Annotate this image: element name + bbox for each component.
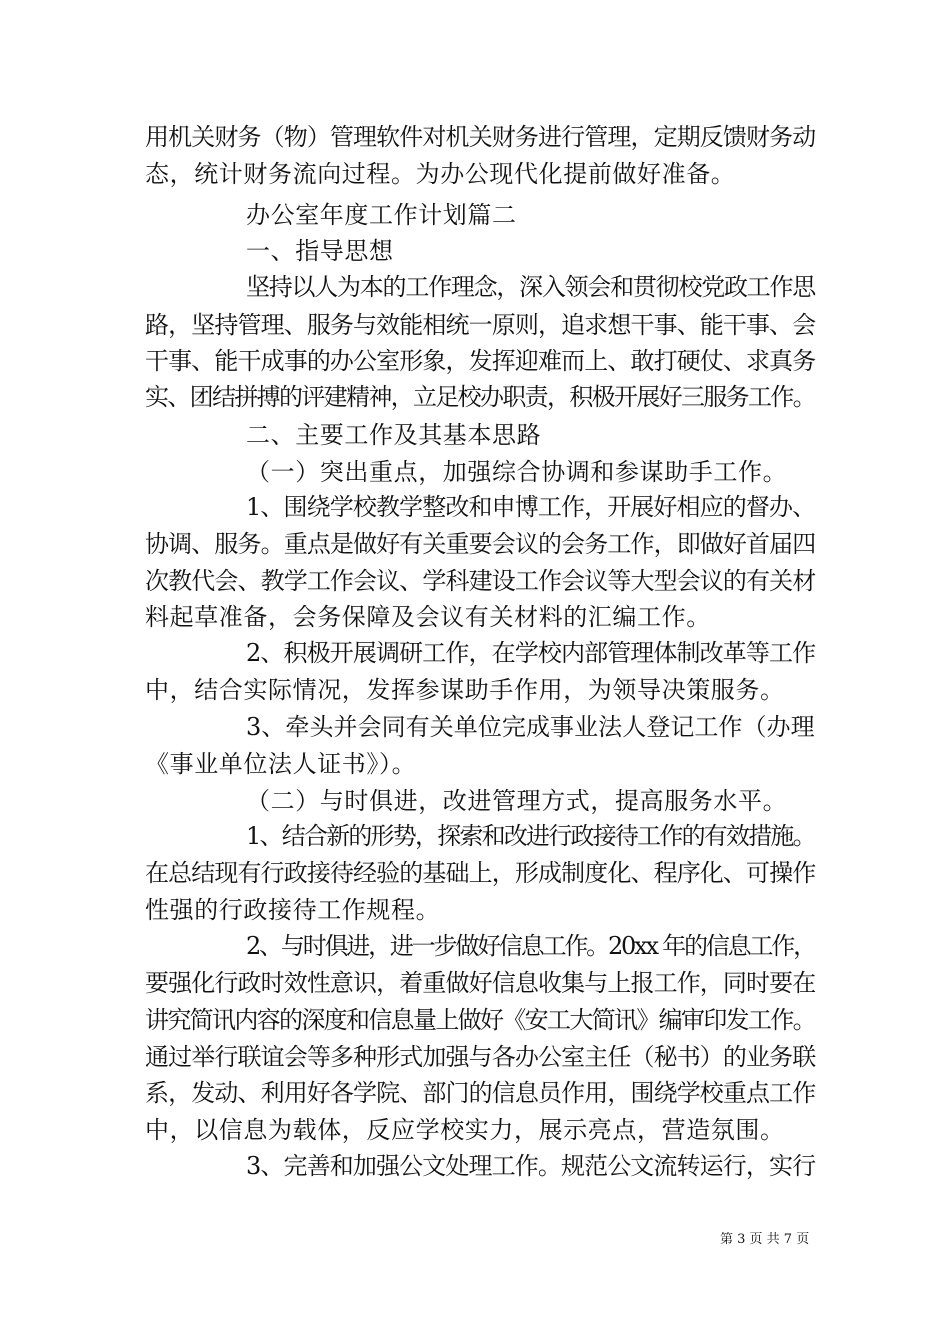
- subheading: （一）突出重点，加强综合协调和参谋助手工作。: [246, 458, 788, 486]
- heading: 二、主要工作及其基本思路: [246, 421, 542, 449]
- text-line: 通过举行联谊会等多种形式加强与各办公室主任（秘书）的业务联: [145, 1043, 816, 1071]
- text-line: 中，以信息为载体，反应学校实力，展示亮点，营造氛围。: [145, 1116, 785, 1144]
- text-line: 讲究简讯内容的深度和信息量上做好《安工大简讯》编审印发工作。: [145, 1006, 815, 1034]
- text-line: 1、结合新的形势，探索和改进行政接待工作的有效措施。: [246, 822, 815, 850]
- text-line: 2、与时俱进，进一步做好信息工作。20xx 年的信息工作，: [246, 932, 815, 960]
- text-line: 次教代会、教学工作会议、学科建设工作会议等大型会议的有关材: [145, 567, 816, 595]
- page-number-footer: 第 3 页 共 7 页: [720, 1232, 810, 1247]
- text-line: 路，坚持管理、服务与效能相统一原则，追求想干事、能干事、会: [145, 311, 816, 339]
- text-line: 在总结现有行政接待经验的基础上，形成制度化、程序化、可操作: [145, 859, 816, 887]
- text-line: 3、完善和加强公文处理工作。规范公文流转运行，实行: [246, 1152, 816, 1180]
- text-line: 《事业单位法人证书》）。: [145, 750, 417, 778]
- text-line: 态，统计财务流向过程。为办公现代化提前做好准备。: [145, 160, 736, 188]
- text-line: 中，结合实际情况，发挥参谋助手作用，为领导决策服务。: [145, 676, 785, 704]
- heading: 一、指导思想: [246, 237, 394, 265]
- text-line: 1、围绕学校教学整改和申博工作，开展好相应的督办、: [246, 493, 816, 521]
- text-line: 协调、服务。重点是做好有关重要会议的会务工作，即做好首届四: [145, 530, 816, 558]
- text-line: 3、牵头并会同有关单位完成事业法人登记工作（办理: [246, 713, 815, 741]
- text-line: 2、积极开展调研工作，在学校内部管理体制改革等工作: [246, 639, 816, 667]
- text-line: 料起草准备，会务保障及会议有关材料的汇编工作。: [145, 603, 711, 631]
- text-line: 要强化行政时效性意识，着重做好信息收集与上报工作，同时要在: [145, 969, 816, 997]
- text-line: 坚持以人为本的工作理念，深入领会和贯彻校党政工作思: [246, 273, 815, 301]
- text-line: 干事、能干成事的办公室形象，发挥迎难而上、敢打硬仗、求真务: [145, 347, 816, 375]
- text-line: 系，发动、利用好各学院、部门的信息员作用，围绕学校重点工作: [145, 1079, 816, 1107]
- section-title: 办公室年度工作计划篇二: [246, 201, 517, 229]
- text-line: 用机关财务（物）管理软件对机关财务进行管理，定期反馈财务动: [145, 123, 816, 151]
- text-line: 实、团结拼搏的评建精神，立足校办职责，积极开展好三服务工作。: [145, 383, 815, 411]
- text-line: 性强的行政接待工作规程。: [145, 896, 441, 924]
- subheading: （二）与时俱进，改进管理方式，提高服务水平。: [246, 787, 788, 815]
